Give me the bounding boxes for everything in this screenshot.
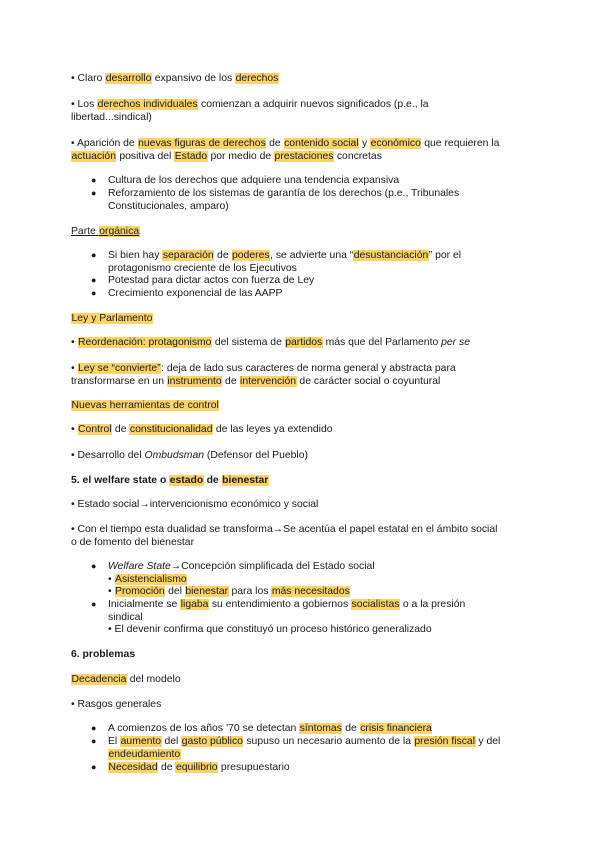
paragraph-ley-convierte: • Ley se “convierte”: deja de lado sus caracteres de norma general y abstracta para (71, 363, 456, 374)
list-subitem: • Asistencialismo (108, 574, 187, 585)
paragraph-dualidad-cont: o de fomento del bienestar (71, 537, 195, 548)
bullet-dot: ● (91, 175, 97, 185)
paragraph-reordenacion: • Reordenación: protagonismo del sistema de partidos más que del Parlamento per se (71, 337, 471, 348)
list-item: A comienzos de los años ’70 se detectan síntomas de crisis financiera (108, 723, 432, 734)
bullet-dot: ● (91, 188, 97, 198)
list-item: Welfare State→Concepción simplificada del Estado social (108, 561, 375, 572)
list-item: Crecimiento exponencial de las AAPP (108, 288, 283, 299)
paragraph-control: • Control de constitucionalidad de las leyes ya extendido (71, 424, 333, 435)
bullet-dot: ● (91, 762, 97, 772)
bullet-dot: ● (91, 250, 97, 260)
bullet-dot: ● (91, 736, 97, 746)
paragraph-ombudsman: • Desarrollo del Ombudsman (Defensor del Pueblo) (71, 450, 308, 461)
heading-herramientas-control: Nuevas herramientas de control (71, 400, 219, 411)
list-subitem: • Promoción del bienestar para los más necesitados (108, 586, 350, 597)
paragraph-nuevas-figuras: • Aparición de nuevas figuras de derechos de contenido social y económico que requieren la (71, 138, 500, 149)
list-item-cont: protagonismo creciente de los Ejecutivos (108, 263, 297, 274)
list-item: El aumento del gasto público supuso un necesario aumento de la presión fiscal y del (108, 736, 501, 747)
list-item-cont: Constitucionales, amparo) (108, 201, 229, 212)
list-item-cont: sindical (108, 612, 143, 623)
bullet-dot: ● (91, 723, 97, 733)
list-item: Cultura de los derechos que adquiere una tendencia expansiva (108, 175, 400, 186)
paragraph-derechos-individuales-cont: libertad...sindical) (71, 112, 152, 123)
list-item: Potestad para dictar actos con fuerza de Ley (108, 275, 315, 286)
bullet-dot: ● (91, 288, 97, 298)
list-item-cont: endeudamiento (108, 749, 181, 760)
paragraph-derechos-individuales: • Los derechos individuales comienzan a adquirir nuevos significados (p.e., la (71, 99, 429, 110)
paragraph-dualidad: • Con el tiempo esta dualidad se transforma→Se acentúa el papel estatal en el ámbito social (71, 524, 498, 535)
heading-parte-organica: Parte orgánica (71, 226, 140, 237)
bullet-dot: ● (91, 599, 97, 609)
paragraph-nuevas-figuras-cont: actuación positiva del Estado por medio de prestaciones concretas (71, 151, 382, 162)
list-item: Necesidad de equilibrio presupuestario (108, 762, 290, 773)
bullet-dot: ● (91, 561, 97, 571)
bullet-dot: ● (91, 275, 97, 285)
section-heading-problemas: 6. problemas (71, 649, 136, 660)
paragraph-decadencia: Decadencia del modelo (71, 674, 181, 685)
paragraph-rasgos: • Rasgos generales (71, 699, 162, 710)
paragraph-ley-convierte-cont: transformarse en un instrumento de intervención de carácter social o coyuntural (71, 376, 441, 387)
list-subitem: • El devenir confirma que constituyó un proceso histórico generalizado (108, 624, 432, 635)
list-item: Inicialmente se ligaba su entendimiento a gobiernos socialistas o a la presión (108, 599, 466, 610)
list-item: Si bien hay separación de poderes, se advierte una “desustanciación” por el (108, 250, 462, 261)
list-item: Reforzamiento de los sistemas de garantía de los derechos (p.e., Tribunales (108, 188, 460, 199)
paragraph-estado-social: • Estado social→intervencionismo económico y social (71, 499, 319, 510)
section-heading-welfare: 5. el welfare state o estado de bienestar (71, 475, 269, 486)
paragraph-desarrollo: • Claro desarrollo expansivo de los derechos (71, 73, 279, 84)
heading-ley-parlamento: Ley y Parlamento (71, 313, 153, 324)
